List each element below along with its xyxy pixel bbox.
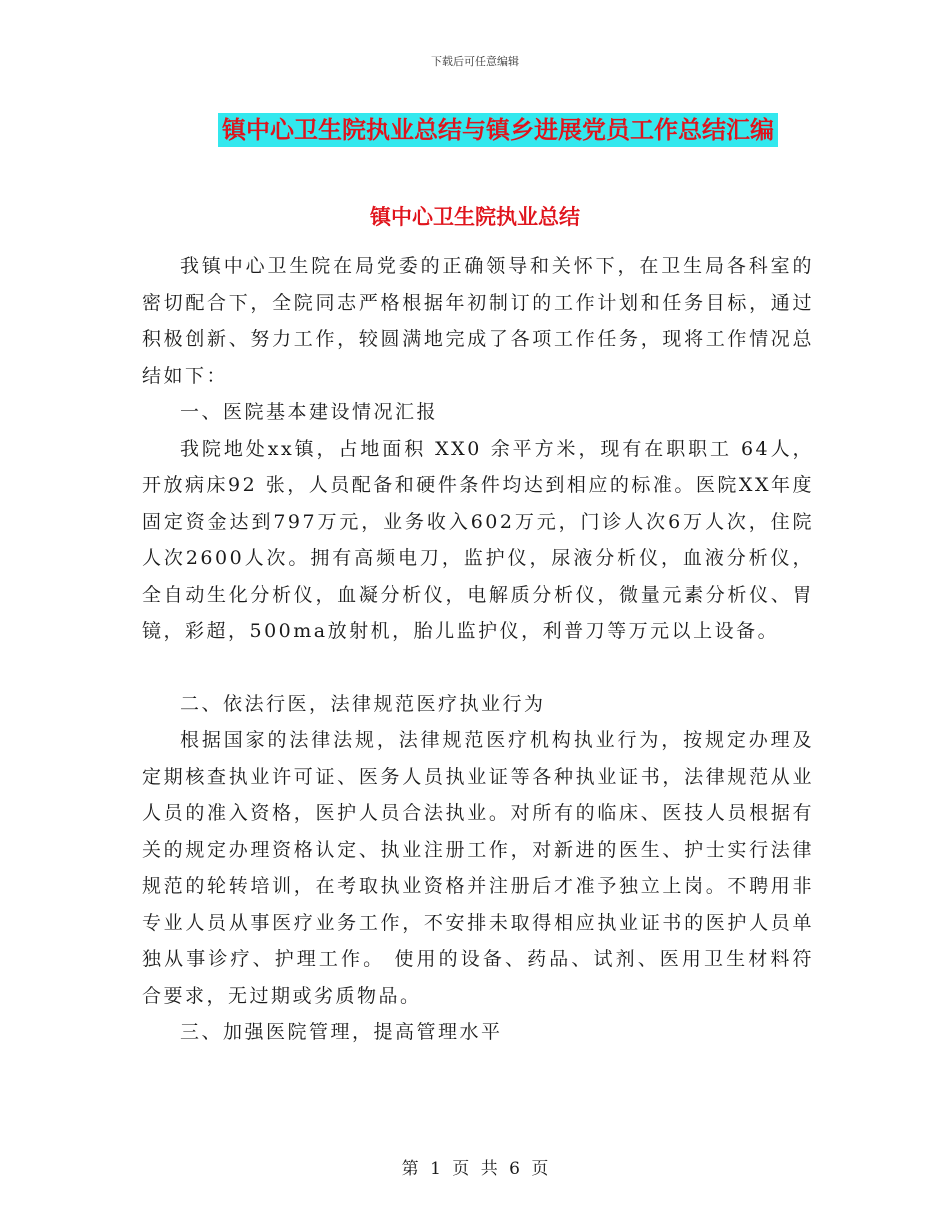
heading-section-3: 三、加强医院管理，提高管理水平 — [180, 1021, 503, 1043]
paragraph-intro: 我镇中心卫生院在局党委的正确领导和关怀下，在卫生局各科室的密切配合下，全院同志严格根据年初制订的工作计划和任务目标，通过积极创新、努力工作，较圆满地完成了各项工作任务，现将工作情况总结如下： — [142, 255, 814, 387]
paragraph-section-2: 根据国家的法律法规，法律规范医疗机构执业行为，按规定办理及定期核查执业许可证、医务人员执业证等各种执业证书，法律规范从业人员的准入资格，医护人员合法执业。对所有的临床、医技人员根据有关的规定办理资格认定、执业注册工作，对新进的医生、护士实行法律规范的轮转培训，在考取执业资格并注册后才准予独立上岗。不聘用非专业人员从事医疗业务工作，不安排未取得相应执业证书的医护人员单独从事诊疗、护理工作。 使用的设备、药品、试剂、医用卫生材料符合要求，无过期或劣质物品。 — [142, 729, 814, 1007]
section-title: 镇中心卫生院执业总结 — [370, 205, 580, 229]
page-number: 第 1 页 共 6 页 — [401, 1159, 549, 1179]
document-body — [142, 248, 814, 1051]
document-title: 镇中心卫生院执业总结与镇乡进展党员工作总结汇编 — [218, 113, 778, 147]
header-note: 下载后可任意编辑 — [431, 55, 519, 68]
heading-section-1: 一、医院基本建设情况汇报 — [180, 401, 439, 423]
main-title-container — [0, 113, 950, 147]
heading-section-2: 二、依法行医，法律规范医疗执业行为 — [180, 692, 546, 715]
paragraph-section-1: 我院地处xx镇，占地面积 XX0 余平方米，现有在职职工 64人，开放病床92 张，人员配备和硬件条件均达到相应的标准。医院XX年度固定资金达到797万元，业务收入602万元，门诊人次6万人次，住院人次2600人次。拥有高频电刀，监护仪，尿液分析仪，血液分析仪，全自动生化分析仪，血凝分析仪，电解质分析仪，微量元素分析仪、胃镜，彩超，500ma放射机，胎儿监护仪，利普刀等万元以上设备。 — [142, 437, 814, 642]
